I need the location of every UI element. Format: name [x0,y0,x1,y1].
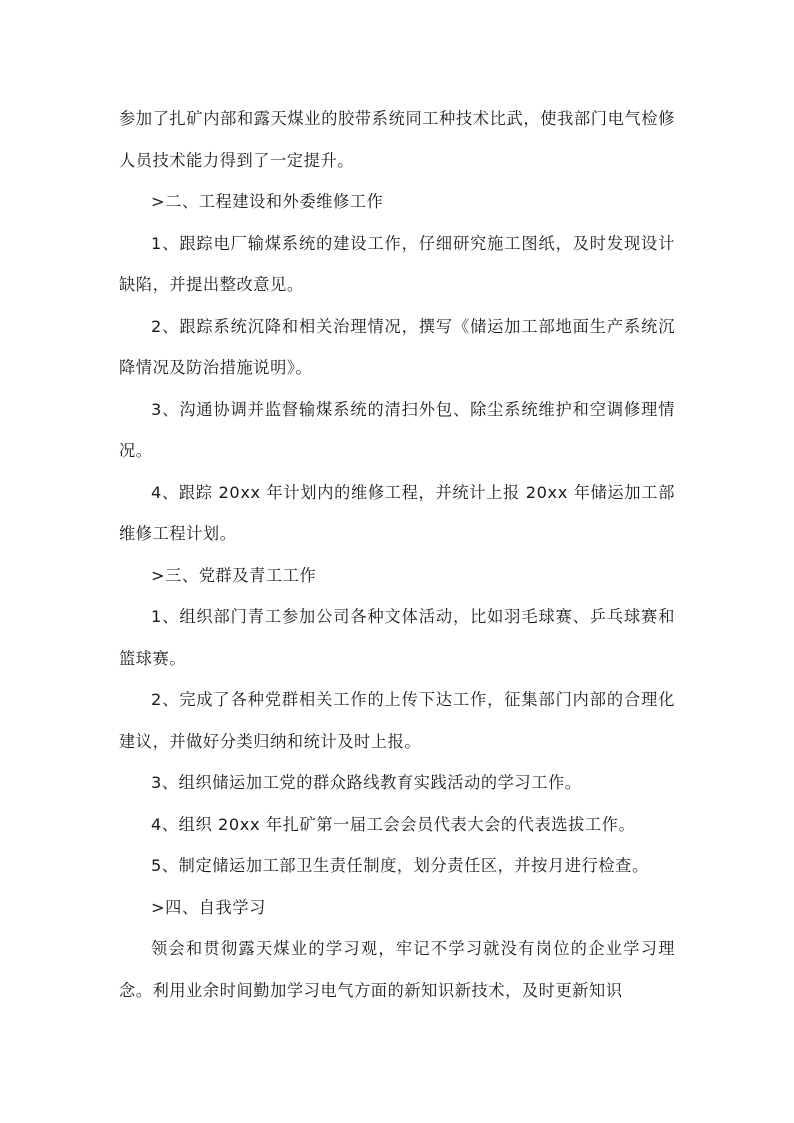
document-body [119,98,675,1011]
paragraph-item: 4、跟踪 20xx 年计划内的维修工程，并统计上报 20xx 年储运加工部维修工程计划。 [119,482,675,543]
paragraph-item: 4、组织 20xx 年扎矿第一届工会会员代表大会的代表选拔工作。 [151,814,636,834]
paragraph-item: 2、完成了各种党群相关工作的上传下达工作，征集部门内部的合理化建议，并做好分类归纳和统计及时上报。 [119,690,675,751]
paragraph-item: 3、组织储运加工党的群众路线教育实践活动的学习工作。 [151,773,582,792]
paragraph-item: 1、组织部门青工参加公司各种文体活动，比如羽毛球赛、乒乓球赛和篮球赛。 [119,607,675,668]
paragraph-item: 2、跟踪系统沉降和相关治理情况，撰写《储运加工部地面生产系统沉降情况及防治措施说明》。 [119,316,675,377]
paragraph-continuation: 参加了扎矿内部和露天煤业的胶带系统同工种技术比武，使我部门电气检修人员技术能力得到了一定提升。 [119,109,675,170]
section-heading-3: >三、党群及青工工作 [151,565,317,585]
paragraph-item: 5、制定储运加工部卫生责任制度，划分责任区，并按月进行检查。 [151,856,649,875]
paragraph-item: 3、沟通协调并监督输煤系统的清扫外包、除尘系统维护和空调修理情况。 [119,399,675,460]
paragraph-item: 1、跟踪电厂输煤系统的建设工作，仔细研究施工图纸，及时发现设计缺陷，并提出整改意见。 [119,233,675,294]
section-heading-2: >二、工程建设和外委维修工作 [151,192,384,211]
section-heading-4: >四、自我学习 [151,897,266,917]
paragraph-item: 领会和贯彻露天煤业的学习观，牢记不学习就没有岗位的企业学习理念。利用业余时间勤加学习电气方面的新知识新技术，及时更新知识 [119,939,675,1000]
